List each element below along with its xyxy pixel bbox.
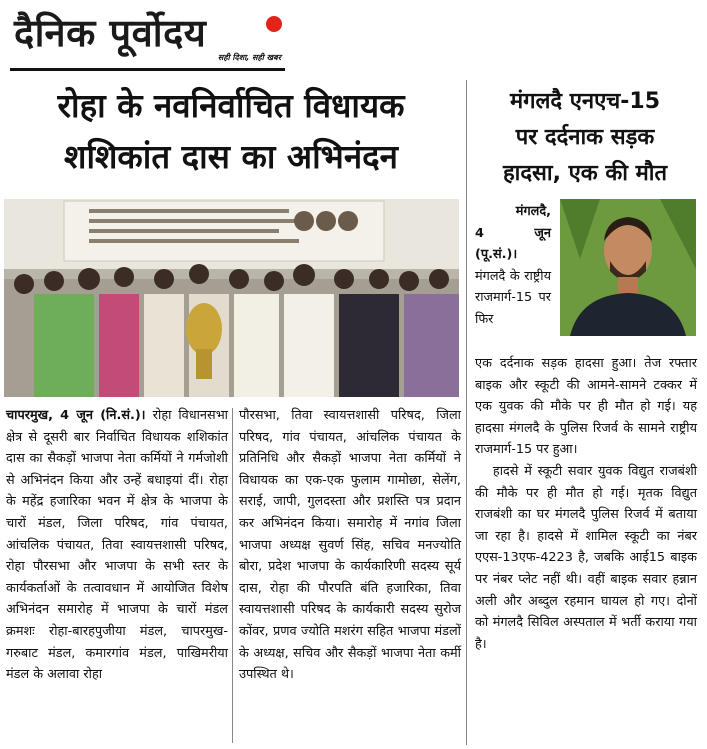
newspaper-tagline: सही दिशा, सही खबर bbox=[217, 53, 281, 62]
story-divider bbox=[466, 80, 467, 745]
victim-photo bbox=[560, 199, 696, 336]
left-story-headline bbox=[14, 80, 448, 182]
right-dateline-date: 4 जून bbox=[475, 225, 551, 241]
right-story-headline bbox=[472, 84, 698, 192]
right-story-body bbox=[475, 353, 697, 655]
left-story-col1-text: रोहा विधानसभा क्षेत्र से दूसरी बार निर्वाचित विधायक शशिकांत दास का सैकड़ों भाजपा नेता कर्मियों ने गर्मजोशी से अभिनंदन किया और उन्हें बधाइयां दीं। रोहा के महेंद्र हजारिका भवन में क्षेत्र के भाजपा के चारों मंडल, जिला परिषद, गांव पंचायत, आंचलिक पंचायत, तिवा स्वायत्तशासी परिषद, रोहा पौरसभा और भाजपा के सभी स्तर के कार्यकर्ताओं के तत्वावधान में आयोजित विशेष अभिनंदन समारोह में भाजपा के चारों मंडल क्रमशः रोहा-बारहपुजीया मंडल, चापरमुख-गरुबाट मंडल, कमारगांव मंडल, पाखिमरीया मंडल के अलावा रोहा bbox=[6, 408, 229, 683]
right-headline-line3: हादसा, एक की मौत bbox=[502, 161, 668, 186]
victim-photo-image bbox=[560, 199, 696, 336]
right-story-dateline-block bbox=[475, 201, 551, 331]
felicitation-photo-image bbox=[4, 199, 459, 397]
right-headline-line1: मंगलदै एनएच-15 bbox=[509, 89, 661, 114]
newspaper-title: दैनिक पूर्वोदय bbox=[14, 11, 207, 55]
left-story-dateline: चापरमुख, 4 जून (नि.सं.)। bbox=[6, 408, 153, 423]
masthead-rule bbox=[10, 68, 285, 71]
right-headline-line2: पर दर्दनाक सड़क bbox=[515, 125, 655, 150]
left-headline-line2: शशिकांत दास का अभिनंदन bbox=[64, 137, 398, 176]
felicitation-photo bbox=[4, 199, 459, 397]
masthead bbox=[10, 4, 285, 72]
column-divider bbox=[232, 408, 233, 743]
right-dateline-source: (पू.सं.)। bbox=[475, 247, 518, 263]
left-headline-line1: रोहा के नवनिर्वाचित विधायक bbox=[57, 86, 405, 125]
left-story-col2-text: पौरसभा, तिवा स्वायत्तशासी परिषद, जिला परिषद, गांव पंचायत, आंचलिक पंचायत के प्रतिनिधि और सैकड़ों भाजपा नेता कर्मियों ने विधायक का एक-एक फुलाम गामोछा, सेलेंग, सराई, जापी, गुलदस्ता और प्रशस्ति पत्र प्रदान कर अभिनंदन किया। समारोह में नगांव जिला भाजपा अध्यक्ष सुवर्ण सिंह, सचिव मनज्योति बोरा, प्रदेश भाजपा के कार्यकारिणी सदस्य सूर्य दास, रोहा की पौरपति बंति हजारिका, तिवा स्वायत्तशासी परिषद के कार्यकारी सदस्य सुरोज कोंवर, प्रणव ज्योति मशरंग सहित भाजपा मंडलों के अध्यक्ष, सचिव और सैकड़ों भाजपा नेता कर्मी उपस्थित थे। bbox=[239, 408, 461, 683]
right-dateline-place: मंगलदै, bbox=[515, 204, 551, 219]
right-story-lead: मंगलदै के राष्ट्रीय राजमार्ग-15 पर फिर bbox=[475, 268, 551, 327]
masthead-red-dot bbox=[266, 16, 282, 32]
right-story-para2: हादसे में स्कूटी सवार युवक विद्युत राजबंशी की मौके पर ही मौत हो गई। मृतक विद्युत राजबंशी का घर मंगलदै पुलिस रिजर्व में बताया जा रहा है। हादसे में शामिल स्कूटी का नंबर एएस-13एफ-4223 है, जबकि आई15 बाइक पर नंबर प्लेट नहीं थी। वहीं बाइक सवार हन्नान अली और अब्दुल रहमान घायल हो गए। दोनों को मंगलदै सिविल अस्पताल में भर्ती कराया गया है। bbox=[475, 463, 697, 652]
right-story-para1: एक दर्दनाक सड़क हादसा हुआ। तेज रफ्तार बाइक और स्कूटी की आमने-सामने टक्कर में एक युवक की मौके पर ही मौत हो गई। यह हादसा मंगलदै के पुलिस रिजर्व के सामने राष्ट्रीय राजमार्ग-15 पर हुआ। bbox=[475, 356, 697, 458]
left-story-column-1 bbox=[6, 405, 228, 686]
left-story-column-2 bbox=[239, 405, 461, 686]
